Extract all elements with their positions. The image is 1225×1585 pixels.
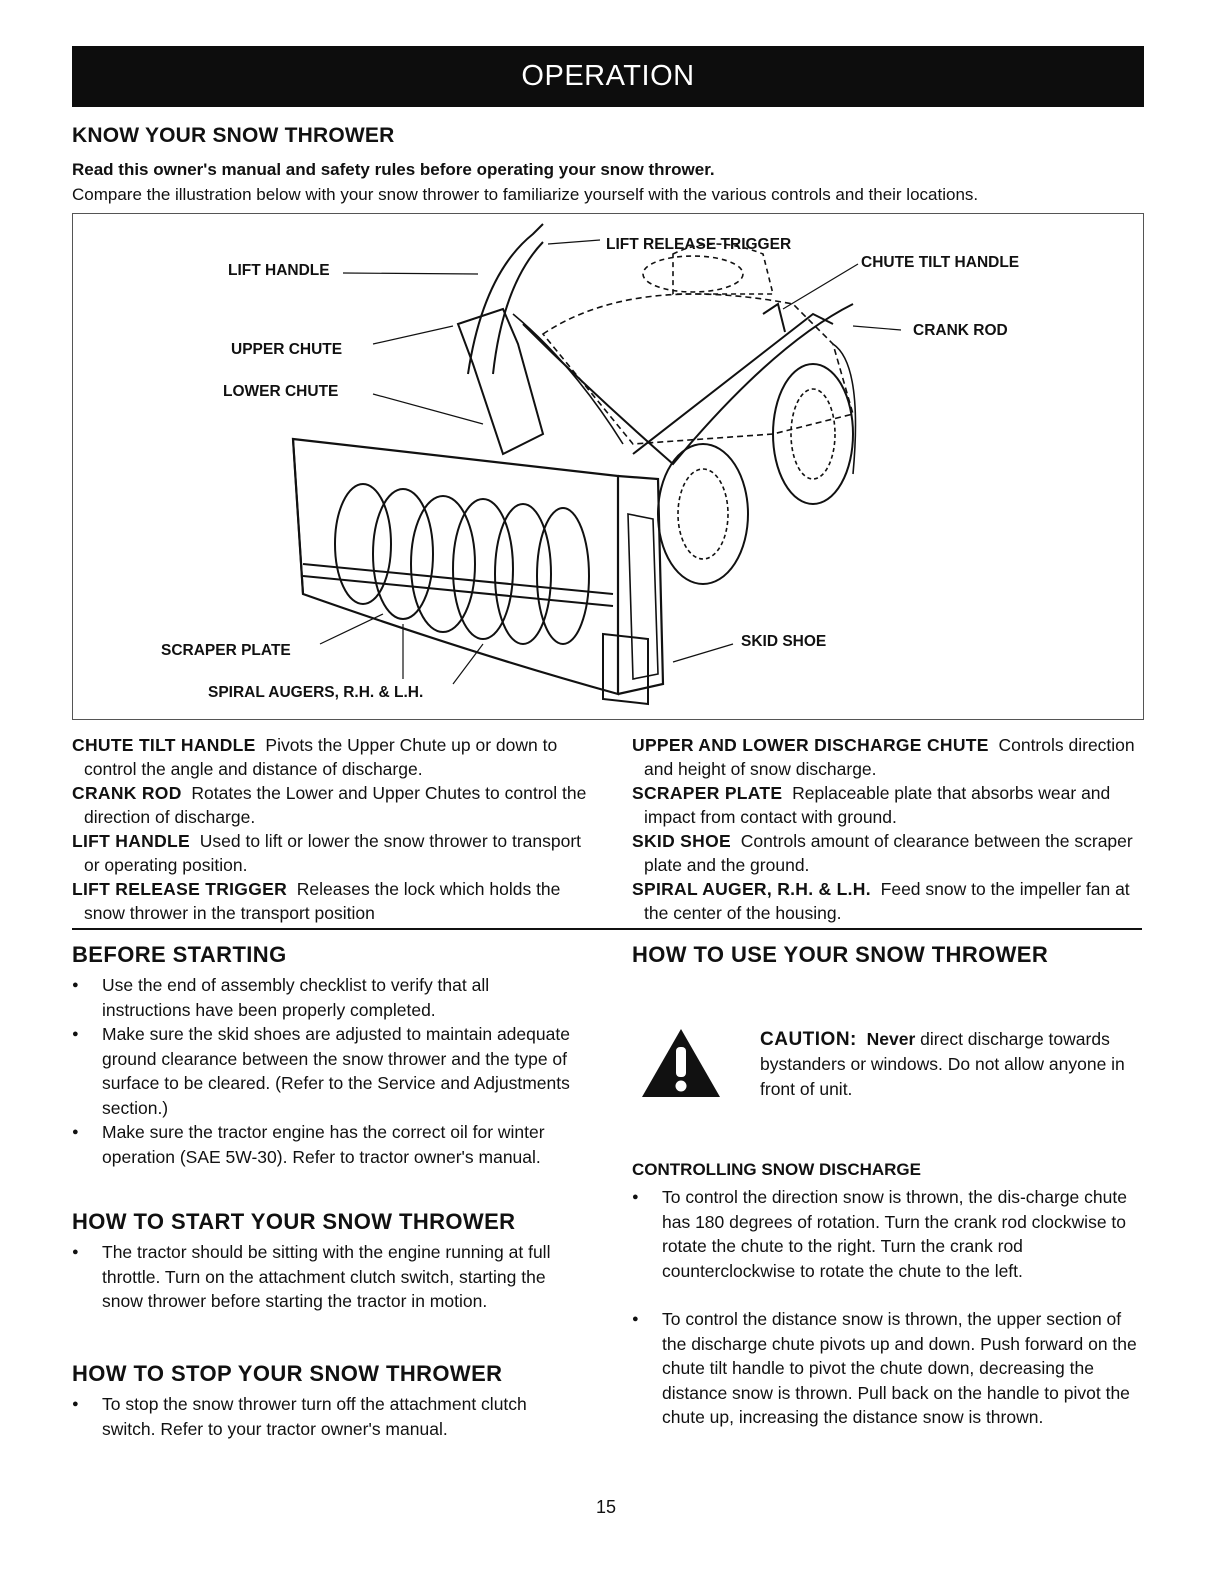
definition-item [632, 733, 1142, 781]
definition-item [72, 829, 592, 877]
how-to-start-list [72, 1240, 552, 1314]
caution-text: direct discharge towards bystanders or windows. Do not allow anyone in front of unit. [760, 1029, 1125, 1099]
callout-lift-handle: LIFT HANDLE [228, 262, 330, 279]
callout-lift-release-trigger: LIFT RELEASE TRIGGER [606, 236, 792, 253]
how-to-stop-list [72, 1392, 572, 1441]
definition-text: Releases the lock which holds the snow thrower in the transport position [84, 879, 561, 923]
definition-text: Pivots the Upper Chute up or down to control the angle and distance of discharge. [84, 735, 558, 779]
definition-term: SKID SHOE [632, 831, 731, 851]
list-item: ● Make sure the tractor engine has the correct oil for winter operation (SAE 5W-30). Refer to tractor owner's manual. [72, 1120, 582, 1169]
definition-term: SCRAPER PLATE [632, 783, 783, 803]
definition-text: Used to lift or lower the snow thrower to transport or operating position. [84, 831, 582, 875]
page-number: 15 [596, 1497, 617, 1517]
snow-thrower-illustration [72, 213, 1144, 720]
controlling-discharge-list [632, 1185, 1137, 1430]
callout-lower-chute: LOWER CHUTE [223, 383, 339, 400]
definition-item [72, 877, 592, 925]
section-banner: OPERATION [72, 46, 1144, 107]
know-intro: Compare the illustration below with your snow thrower to familiarize yourself with the various controls and their locations. [72, 185, 979, 204]
callout-crank-rod: CRANK ROD [913, 322, 1008, 339]
list-item: ● Make sure the skid shoes are adjusted to maintain adequate ground clearance between the snow thrower and the type of surface to be cleared. (Refer to the Service and Adjustments section.) [72, 1022, 582, 1120]
definition-item [632, 877, 1142, 925]
definition-item [632, 781, 1142, 829]
caution-never: Never [866, 1029, 916, 1049]
controlling-discharge-title: CONTROLLING SNOW DISCHARGE [632, 1160, 921, 1179]
know-bold-intro: Read this owner's manual and safety rules before operating your snow thrower. [72, 160, 715, 179]
callout-scraper-plate: SCRAPER PLATE [161, 642, 291, 659]
definition-term: LIFT HANDLE [72, 831, 191, 851]
before-starting-list [72, 973, 582, 1169]
definition-term: UPPER AND LOWER DISCHARGE CHUTE [632, 735, 989, 755]
definition-item [72, 781, 592, 829]
how-to-use-title: HOW TO USE YOUR SNOW THROWER [632, 942, 1049, 967]
caution-block [760, 1027, 1140, 1102]
definition-text: Controls direction and height of snow discharge. [644, 735, 1135, 779]
definition-term: CHUTE TILT HANDLE [72, 735, 256, 755]
section-divider [72, 928, 1142, 930]
warning-icon [640, 1027, 722, 1099]
definitions-left [72, 733, 592, 925]
caution-label: CAUTION: [760, 1029, 857, 1050]
definition-term: LIFT RELEASE TRIGGER [72, 879, 288, 899]
definition-text: Replaceable plate that absorbs wear and impact from contact with ground. [644, 783, 1111, 827]
how-to-start-title: HOW TO START YOUR SNOW THROWER [72, 1209, 516, 1234]
definition-text: Rotates the Lower and Upper Chutes to control the direction of discharge. [84, 783, 587, 827]
list-item: ● To stop the snow thrower turn off the attachment clutch switch. Refer to your tractor owner's manual. [72, 1392, 572, 1441]
definition-item [632, 829, 1142, 877]
callout-upper-chute: UPPER CHUTE [231, 341, 343, 358]
list-item: ● The tractor should be sitting with the engine running at full throttle. Turn on the attachment clutch switch, starting the snow thrower before starting the tractor in motion. [72, 1240, 552, 1314]
definition-text: Feed snow to the impeller fan at the center of the housing. [644, 879, 1130, 923]
definition-item [72, 733, 592, 781]
definition-text: Controls amount of clearance between the scraper plate and the ground. [644, 831, 1133, 875]
list-item: ● Use the end of assembly checklist to verify that all instructions have been properly completed. [72, 973, 582, 1022]
definition-term: SPIRAL AUGER, R.H. & L.H. [632, 879, 871, 899]
how-to-stop-title: HOW TO STOP YOUR SNOW THROWER [72, 1361, 503, 1386]
callout-skid-shoe: SKID SHOE [741, 633, 827, 650]
definitions-right [632, 733, 1142, 925]
list-item: ● To control the direction snow is thrown, the dis-charge chute has 180 degrees of rotation. Turn the crank rod clockwise to rotate the chute to the right. Turn the crank rod counterclockwise to rotate the chute to the left. [632, 1185, 1137, 1283]
callout-chute-tilt-handle: CHUTE TILT HANDLE [861, 254, 1020, 271]
definition-term: CRANK ROD [72, 783, 182, 803]
before-starting-title: BEFORE STARTING [72, 942, 287, 967]
know-title: KNOW YOUR SNOW THROWER [72, 124, 395, 147]
list-item: ● To control the distance snow is thrown, the upper section of the discharge chute pivots up and down. Push forward on the chute tilt handle to pivot the chute down, decreasing the distance snow is thrown. Pull back on the handle to pivot the chute up, increasing the distance snow is thrown. [632, 1307, 1137, 1430]
callout-spiral-augers: SPIRAL AUGERS, R.H. & L.H. [208, 684, 424, 701]
